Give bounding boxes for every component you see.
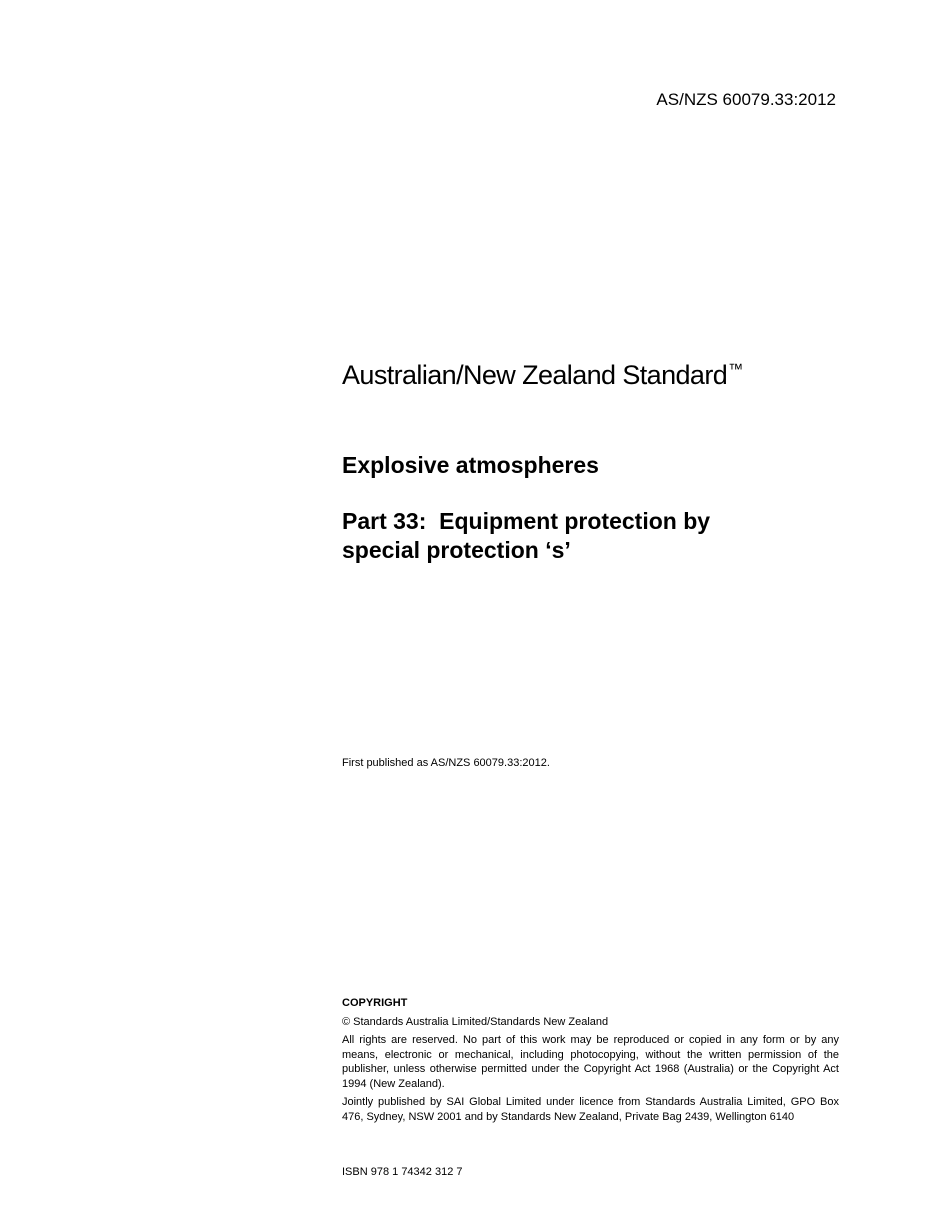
copyright-block xyxy=(342,996,839,1128)
copyright-heading: COPYRIGHT xyxy=(342,997,408,1009)
copyright-publisher: Jointly published by SAI Global Limited under licence from Standards Australia Limited, GPO Box 476, Sydney, NSW 2001 and by Standards New Zealand, Private Bag 2439, Wellington 6140 xyxy=(342,1096,839,1123)
part-title-line-2: special protection ‘s’ xyxy=(342,537,571,563)
isbn: ISBN 978 1 74342 312 7 xyxy=(342,1166,463,1178)
copyright-owner: © Standards Australia Limited/Standards New Zealand xyxy=(342,1015,609,1028)
part-title xyxy=(342,507,822,565)
first-published-note: First published as AS/NZS 60079.33:2012. xyxy=(342,757,550,769)
document-number: AS/NZS 60079.33:2012 xyxy=(656,90,836,109)
standard-heading xyxy=(342,360,743,391)
copyright-rights: All rights are reserved. No part of this work may be reproduced or copied in any form or by any means, electronic or mechanical, including photocopying, without the written permission of the publisher, unless otherwise permitted under the Copyright Act 1968 (Australia) or the Copyright Act 1994 (New Zealand). xyxy=(342,1034,839,1090)
trademark-symbol: ™ xyxy=(728,361,743,378)
part-title-line-1: Part 33: Equipment protection by xyxy=(342,508,711,534)
document-title: Explosive atmospheres xyxy=(342,452,599,478)
standard-heading-text: Australian/New Zealand Standard xyxy=(342,360,728,390)
